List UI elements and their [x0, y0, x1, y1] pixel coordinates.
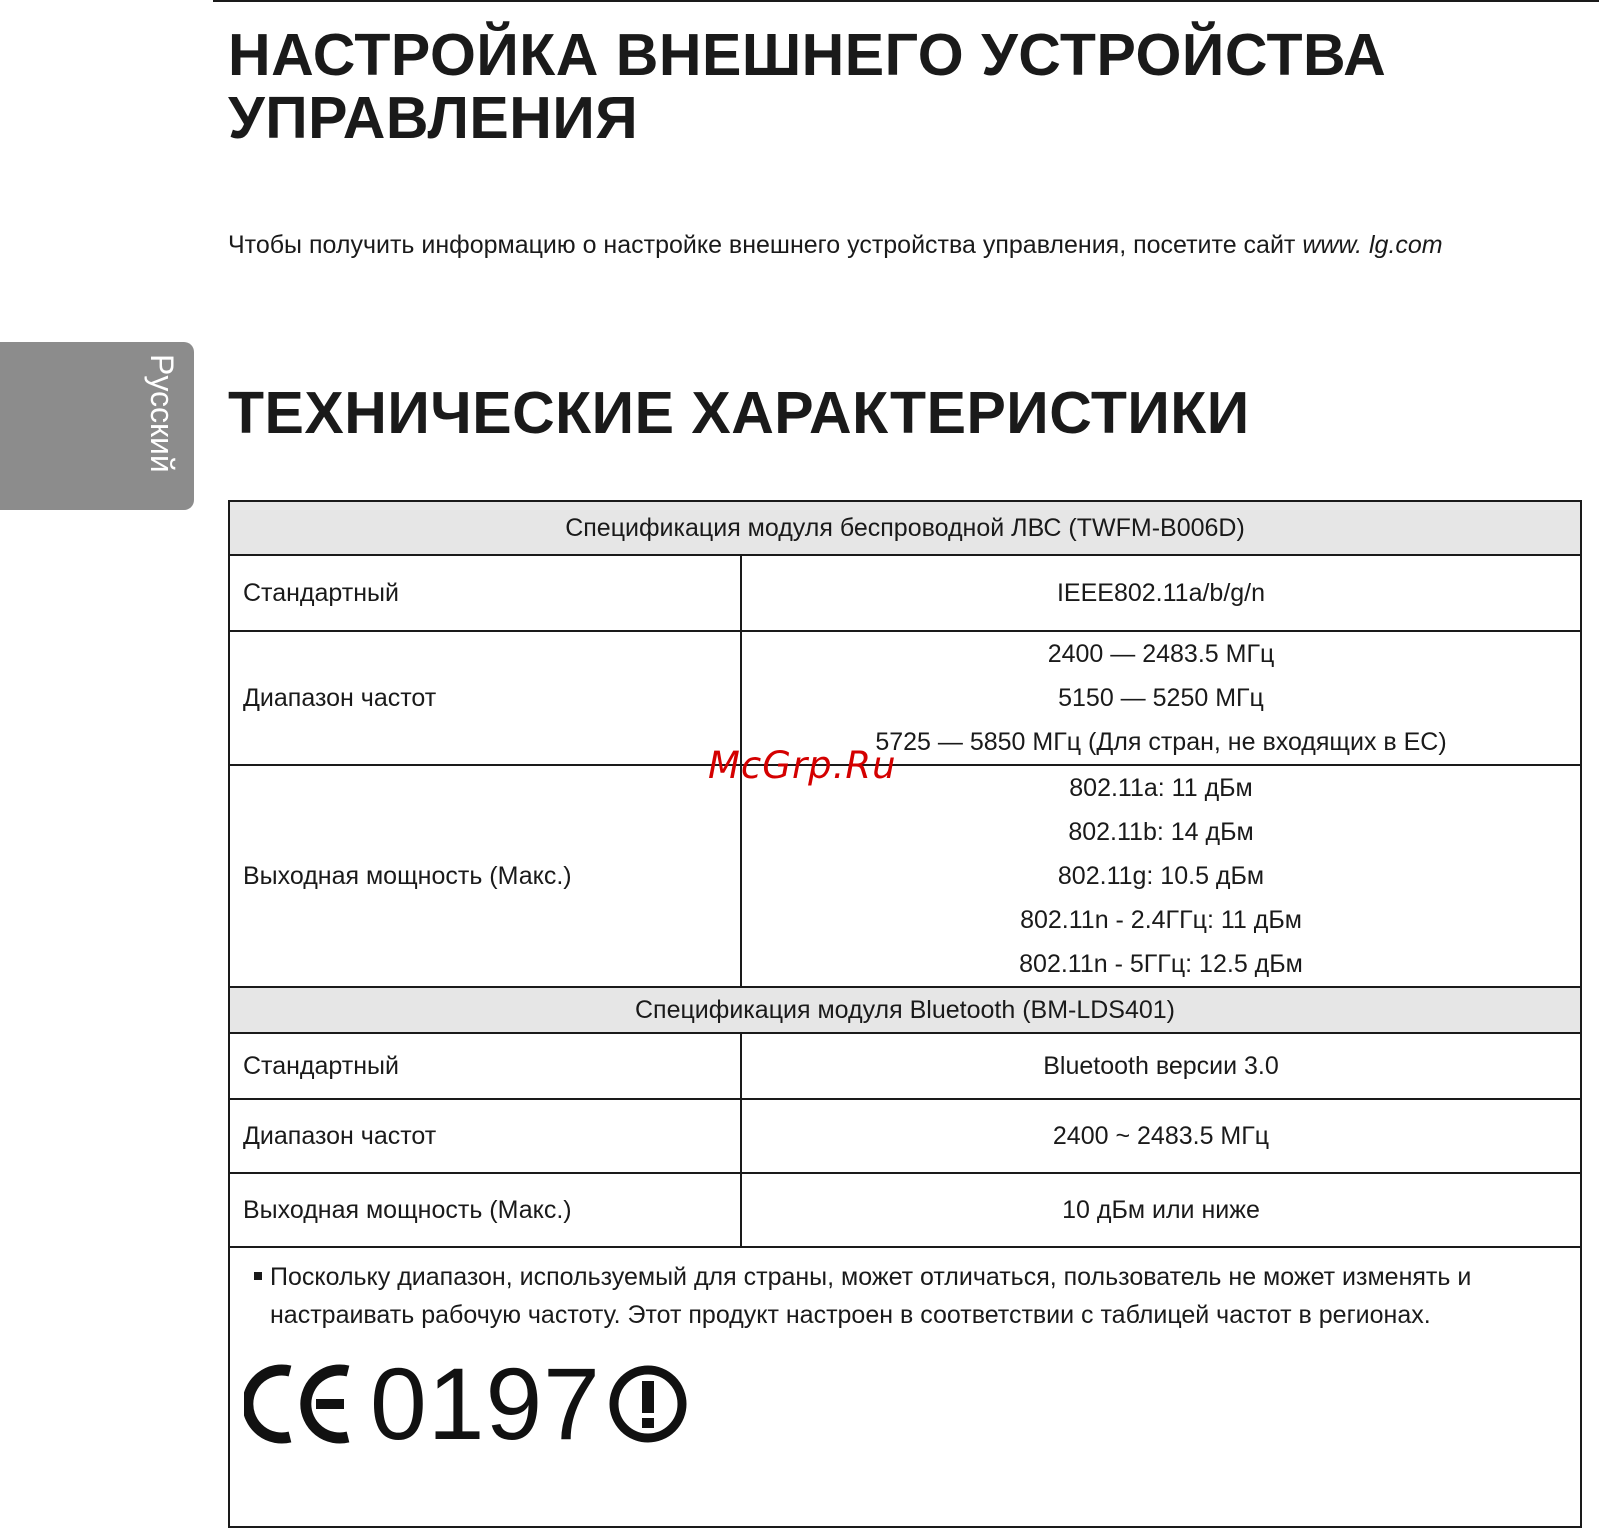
wlan-spec-header: Спецификация модуля беспроводной ЛВС (TWFM-B006D) [229, 501, 1581, 555]
note-text: Поскольку диапазон, используемый для страны, может отличаться, пользователь не может изменять и настраивать рабочую частоту. Этот продукт настроен в соответствии с таблицей частот в регионах. [270, 1263, 1472, 1329]
watermark: McGrp.Ru [708, 744, 897, 787]
wlan-frequency-value: 2400 — 2483.5 МГц [1047, 640, 1275, 668]
wlan-frequency-value: 5725 — 5850 МГц (Для стран, не входящих в ЕС) [875, 728, 1447, 756]
intro-text: Чтобы получить информацию о настройке внешнего устройства управления, посетите сайт [228, 231, 1303, 259]
wlan-standard-label: Стандартный [229, 555, 741, 631]
wlan-power-value: 802.11n - 2.4ГГц: 11 дБм [1020, 906, 1302, 934]
wlan-power-value: 802.11n - 5ГГц: 12.5 дБм [1019, 950, 1303, 978]
language-side-tab [0, 342, 194, 510]
alert-mark-icon [607, 1363, 689, 1445]
wlan-power-values [741, 765, 1581, 987]
ce-logo-icon [244, 1361, 356, 1447]
specifications-table [228, 500, 1582, 1528]
top-rule [213, 0, 1599, 2]
page-title-external-control: НАСТРОЙКА ВНЕШНЕГО УСТРОЙСТВА УПРАВЛЕНИЯ [228, 22, 1387, 151]
wlan-power-label: Выходная мощность (Макс.) [229, 765, 741, 987]
bt-standard-value: Bluetooth версии 3.0 [741, 1033, 1581, 1099]
wlan-power-value: 802.11g: 10.5 дБм [1057, 862, 1265, 890]
bt-frequency-value: 2400 ~ 2483.5 МГц [741, 1099, 1581, 1173]
wlan-standard-value: IEEE802.11a/b/g/n [741, 555, 1581, 631]
language-tab-label: Русский [144, 354, 180, 473]
lg-website-link[interactable]: www. lg.com [1302, 231, 1443, 259]
wlan-power-value: 802.11b: 14 дБм [1068, 818, 1254, 846]
specs-title: ТЕХНИЧЕСКИЕ ХАРАКТЕРИСТИКИ [228, 380, 1250, 446]
ce-marking [244, 1347, 1580, 1461]
intro-paragraph [228, 226, 1548, 264]
wlan-power-value: 802.11a: 11 дБм [1069, 774, 1253, 802]
notes-cell [229, 1247, 1581, 1527]
regional-frequency-note [270, 1258, 1530, 1334]
wlan-frequency-value: 5150 — 5250 МГц [1058, 684, 1264, 712]
bt-standard-label: Стандартный [229, 1033, 741, 1099]
bullet-icon [254, 1272, 262, 1280]
bt-power-label: Выходная мощность (Макс.) [229, 1173, 741, 1247]
bluetooth-spec-header: Спецификация модуля Bluetooth (BM-LDS401) [229, 987, 1581, 1033]
bt-frequency-label: Диапазон частот [229, 1099, 741, 1173]
bt-power-value: 10 дБм или ниже [741, 1173, 1581, 1247]
notified-body-number: 0197 [370, 1347, 601, 1461]
wlan-frequency-label: Диапазон частот [229, 631, 741, 765]
